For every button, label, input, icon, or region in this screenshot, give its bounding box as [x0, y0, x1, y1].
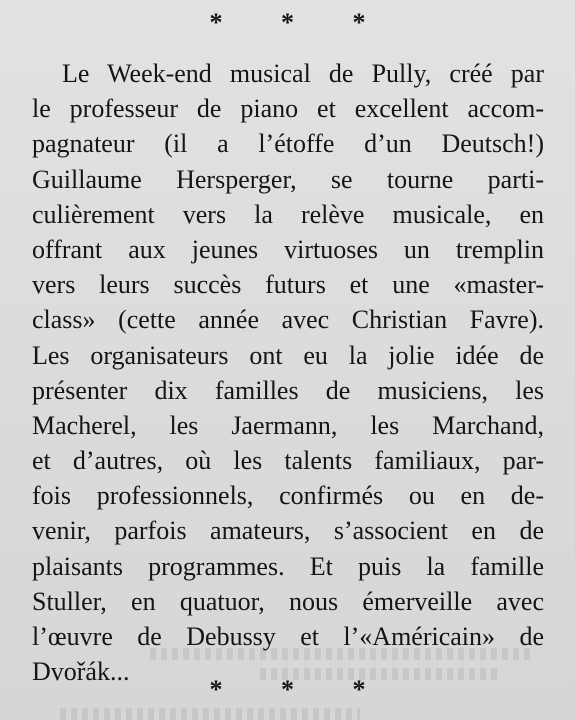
paragraph-line: pagnateur (il a l’étoffe d’un Deutsch!): [32, 129, 544, 159]
print-bleed-through: [60, 708, 360, 720]
paragraph-line: Le Week-end musical de Pully, créé par: [62, 59, 544, 88]
paragraph-line: présenter dix familles de musiciens, les: [32, 375, 544, 405]
paragraph-line: vers leurs succès futurs et une «master-: [32, 270, 544, 300]
paragraph-line: fois professionnels, confirmés ou en de-: [32, 481, 544, 511]
print-bleed-through: [150, 648, 530, 660]
article-paragraph: [32, 56, 544, 689]
paragraph-line: venir, parfois amateurs, s’associent en de: [32, 516, 544, 546]
paragraph-line: culièrement vers la relève musicale, en: [32, 199, 544, 229]
paragraph-line: le professeur de piano et excellent accom-: [32, 94, 544, 124]
paragraph-line: Stuller, en quatuor, nous émerveille avec: [32, 586, 544, 616]
section-separator-top: * * *: [209, 8, 392, 37]
paragraph-line: Guillaume Hersperger, se tourne parti-: [32, 164, 544, 194]
paragraph-line: Macherel, les Jaermann, les Marchand,: [32, 410, 544, 440]
paragraph-line: offrant aux jeunes virtuoses un tremplin: [32, 234, 544, 264]
section-separator-bottom: * * *: [209, 675, 392, 704]
paragraph-line: Les organisateurs ont eu la jolie idée de: [32, 340, 544, 370]
paragraph-line: plaisants programmes. Et puis la famille: [32, 551, 544, 581]
paragraph-line: l’œuvre de Debussy et l’«Américain» de: [32, 622, 544, 651]
paragraph-line: class» (cette année avec Christian Favre).: [32, 305, 544, 335]
paragraph-line: et d’autres, où les talents familiaux, par-: [32, 446, 544, 476]
paragraph-line: Dvořák...: [32, 657, 130, 687]
